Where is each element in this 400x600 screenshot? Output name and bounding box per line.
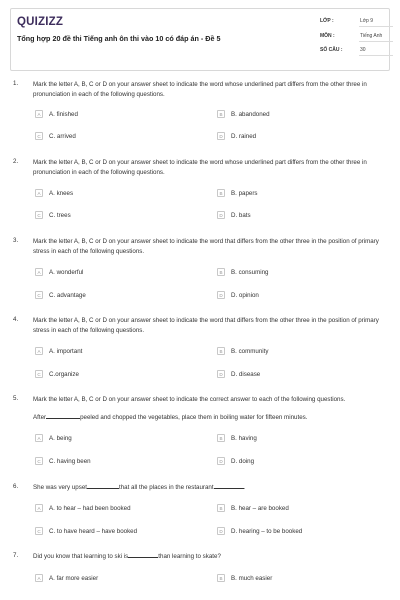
option-letter-box: B	[217, 434, 225, 442]
grade-label: LỚP :	[320, 18, 334, 24]
question-number: 1.	[13, 80, 19, 87]
question-text: Mark the letter A, B, C or D on your answer sheet to indicate the word whose underlined part differs from the other three in pronunciation in each of the following questions.	[33, 81, 367, 98]
question-number: 6.	[13, 483, 19, 490]
option-letter-box: D	[217, 457, 225, 465]
option-text: A. to hear – had been booked	[49, 504, 131, 512]
question-6-option-c[interactable]	[35, 526, 137, 536]
question-5-option-c[interactable]	[35, 456, 91, 466]
option-letter-box: C	[35, 291, 43, 299]
option-letter-box: C	[35, 457, 43, 465]
option-letter-box: A	[35, 347, 43, 355]
question-7-option-a[interactable]	[35, 573, 98, 583]
question-number: 4.	[13, 316, 19, 323]
question-text	[33, 483, 393, 493]
option-letter-box: B	[217, 574, 225, 582]
question-count-value: 30	[360, 47, 366, 53]
option-letter-box: A	[35, 110, 43, 118]
option-text: B. much easier	[231, 574, 273, 582]
sentence-start: After	[33, 414, 47, 421]
question-1-option-a[interactable]	[35, 109, 78, 119]
option-text: C. arrived	[49, 132, 76, 140]
question-2-option-c[interactable]	[35, 210, 71, 220]
option-text: C. to have heard – have booked	[49, 527, 138, 535]
question-6-option-a[interactable]	[35, 503, 131, 513]
sentence-start: Did you know that learning to ski is	[33, 553, 129, 560]
option-text: C.organize	[49, 370, 79, 378]
question-3-option-c[interactable]	[35, 290, 86, 300]
option-letter-box: A	[35, 268, 43, 276]
quizizz-logo: QUIZIZZ	[17, 16, 64, 28]
answer-blank-1	[87, 488, 119, 489]
question-2-option-b[interactable]	[217, 188, 257, 198]
question-4-option-a[interactable]	[35, 346, 82, 356]
grade-underline	[359, 26, 393, 27]
question-5-option-b[interactable]	[217, 433, 257, 443]
question-count-label: SỐ CÂU :	[320, 47, 343, 53]
option-letter-box: D	[217, 527, 225, 535]
option-text: A. wonderful	[49, 268, 84, 276]
option-text: D. hearing – to be booked	[231, 527, 303, 535]
worksheet-header	[10, 8, 390, 71]
question-number: 5.	[13, 395, 19, 402]
option-text: C. trees	[49, 211, 71, 219]
option-text: A. finished	[49, 110, 78, 118]
answer-blank-2	[214, 488, 244, 489]
question-2-option-d[interactable]	[217, 210, 251, 220]
option-letter-box: A	[35, 504, 43, 512]
answer-blank	[128, 557, 158, 558]
option-letter-box: B	[217, 110, 225, 118]
question-1-option-b[interactable]	[217, 109, 270, 119]
question-5-option-d[interactable]	[217, 456, 254, 466]
question-text: Mark the letter A, B, C or D on your answer sheet to indicate the word whose underlined part differs from the other three in pronunciation in each of the following questions.	[33, 159, 367, 176]
sentence-middle: that all the places in the restaurant	[119, 484, 214, 491]
question-2-option-a[interactable]	[35, 188, 73, 198]
sentence-start: She was very upset	[33, 484, 87, 491]
option-text: B. papers	[231, 189, 258, 197]
option-text: D. bats	[231, 211, 251, 219]
option-text: C. advantage	[49, 291, 86, 299]
option-letter-box: B	[217, 268, 225, 276]
option-text: D. opinion	[231, 291, 259, 299]
grade-value: Lớp 9	[360, 18, 374, 24]
question-4-option-c[interactable]	[35, 369, 79, 379]
question-text: Mark the letter A, B, C or D on your answer sheet to indicate the word that differs from the other three in the position of primary stress in each of the following questions.	[33, 238, 379, 255]
option-letter-box: C	[35, 211, 43, 219]
question-3-option-d[interactable]	[217, 290, 259, 300]
answer-blank	[46, 418, 80, 419]
question-3-option-b[interactable]	[217, 267, 269, 277]
question-7-option-b[interactable]	[217, 573, 272, 583]
option-letter-box: A	[35, 574, 43, 582]
sentence-end: .	[243, 484, 246, 491]
question-3-option-a[interactable]	[35, 267, 83, 277]
question-number: 2.	[13, 158, 19, 165]
option-text: B. consuming	[231, 268, 269, 276]
option-letter-box: A	[35, 434, 43, 442]
option-text: A. far more easier	[49, 574, 99, 582]
option-text: B. abandoned	[231, 110, 270, 118]
sentence-end: peeled and chopped the vegetables, place them in boiling water for fifteen minutes.	[80, 414, 308, 421]
worksheet-title: Tổng hợp 20 đề thi Tiếng anh ôn thi vào 10 có đáp án - Đề 5	[17, 34, 221, 43]
question-1-option-d[interactable]	[217, 131, 256, 141]
option-letter-box: D	[217, 370, 225, 378]
question-text: Mark the letter A, B, C or D on your answer sheet to indicate the word that differs from the other three in the position of primary stress in each of the following questions.	[33, 317, 379, 334]
question-text: Mark the letter A, B, C or D on your answer sheet to indicate the correct answer to each of the following questions.	[33, 396, 346, 403]
question-count-underline	[359, 55, 393, 56]
sentence-end: than learning to skate?	[158, 553, 221, 560]
option-text: A. being	[49, 434, 72, 442]
question-5-option-a[interactable]	[35, 433, 72, 443]
option-text: B. having	[231, 434, 257, 442]
question-number: 3.	[13, 237, 19, 244]
subject-label: MÔN :	[320, 33, 335, 39]
question-4-option-b[interactable]	[217, 346, 268, 356]
subject-underline	[359, 41, 393, 42]
question-6-option-b[interactable]	[217, 503, 289, 513]
option-text: D. rained	[231, 132, 257, 140]
option-letter-box: A	[35, 189, 43, 197]
option-letter-box: B	[217, 347, 225, 355]
question-number: 7.	[13, 552, 19, 559]
option-letter-box: B	[217, 504, 225, 512]
question-sentence	[33, 413, 393, 423]
option-letter-box: C	[35, 370, 43, 378]
option-text: A. knees	[49, 189, 74, 197]
option-letter-box: C	[35, 132, 43, 140]
option-letter-box: D	[217, 132, 225, 140]
option-text: B. hear – are booked	[231, 504, 289, 512]
option-text: D. doing	[231, 457, 255, 465]
question-4-option-d[interactable]	[217, 369, 260, 379]
option-text: D. disease	[231, 370, 261, 378]
option-letter-box: C	[35, 527, 43, 535]
option-letter-box: B	[217, 189, 225, 197]
option-text: B. community	[231, 347, 269, 355]
question-6-option-d[interactable]	[217, 526, 302, 536]
option-letter-box: D	[217, 291, 225, 299]
question-text	[33, 552, 393, 562]
option-letter-box: D	[217, 211, 225, 219]
subject-value: Tiếng Anh	[360, 33, 383, 39]
option-text: C. having been	[49, 457, 91, 465]
option-text: A. important	[49, 347, 83, 355]
question-1-option-c[interactable]	[35, 131, 76, 141]
